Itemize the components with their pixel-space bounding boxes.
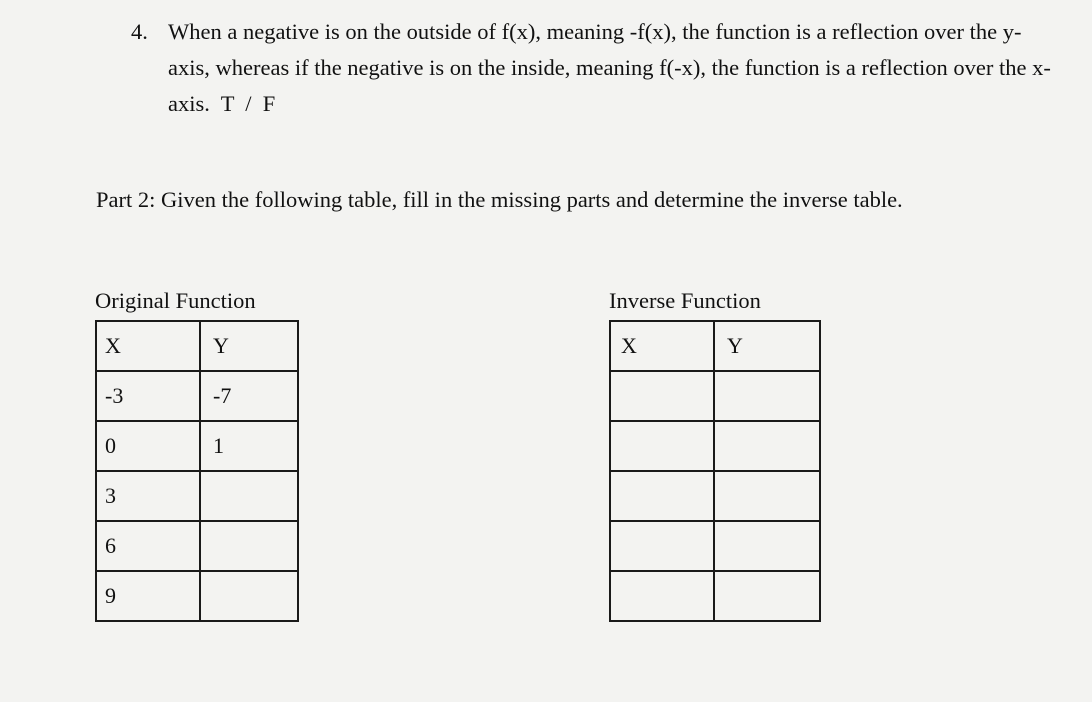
cell-x: -3 xyxy=(96,371,200,421)
table-header-row xyxy=(610,321,820,371)
table-row xyxy=(610,571,820,621)
cell-x-blank[interactable] xyxy=(610,371,714,421)
table-row xyxy=(610,471,820,521)
inverse-function-title: Inverse Function xyxy=(609,288,761,313)
cell-x: 6 xyxy=(96,521,200,571)
table-row xyxy=(96,521,298,571)
cell-x: 0 xyxy=(96,421,200,471)
table-row xyxy=(96,471,298,521)
inverse-function-table xyxy=(609,320,821,622)
cell-x-blank[interactable] xyxy=(610,421,714,471)
cell-x-blank[interactable] xyxy=(610,521,714,571)
original-function-table xyxy=(95,320,299,622)
table-header-row xyxy=(96,321,298,371)
header-y: Y xyxy=(200,321,298,371)
cell-y-blank[interactable] xyxy=(714,371,820,421)
cell-y-blank[interactable] xyxy=(714,571,820,621)
header-y: Y xyxy=(714,321,820,371)
question-text: When a negative is on the outside of f(x), meaning -f(x), the function is a reflection over the y-axis, whereas if the negative is on the inside, meaning f(-x), the function is a reflection over the x-axis. xyxy=(168,19,1051,116)
question-4 xyxy=(131,14,1061,122)
question-text-block xyxy=(168,14,1061,122)
cell-y: 1 xyxy=(200,421,298,471)
cell-x: 3 xyxy=(96,471,200,521)
original-function-block xyxy=(95,287,299,622)
original-function-title: Original Function xyxy=(95,288,256,313)
table-row xyxy=(96,571,298,621)
table-row xyxy=(610,421,820,471)
header-x: X xyxy=(610,321,714,371)
cell-x: 9 xyxy=(96,571,200,621)
cell-y-blank[interactable] xyxy=(200,521,298,571)
cell-x-blank[interactable] xyxy=(610,571,714,621)
cell-x-blank[interactable] xyxy=(610,471,714,521)
question-number: 4. xyxy=(131,19,148,44)
cell-y-blank[interactable] xyxy=(714,421,820,471)
table-row xyxy=(96,421,298,471)
table-row xyxy=(96,371,298,421)
inverse-function-block xyxy=(609,287,821,622)
part-2-heading: Part 2: Given the following table, fill in the missing parts and determine the inverse table. xyxy=(96,187,903,212)
cell-y-blank[interactable] xyxy=(200,471,298,521)
header-x: X xyxy=(96,321,200,371)
cell-y: -7 xyxy=(200,371,298,421)
cell-y-blank[interactable] xyxy=(714,471,820,521)
true-false-options[interactable]: T / F xyxy=(220,91,276,116)
cell-y-blank[interactable] xyxy=(714,521,820,571)
cell-y-blank[interactable] xyxy=(200,571,298,621)
table-row xyxy=(610,521,820,571)
table-row xyxy=(610,371,820,421)
